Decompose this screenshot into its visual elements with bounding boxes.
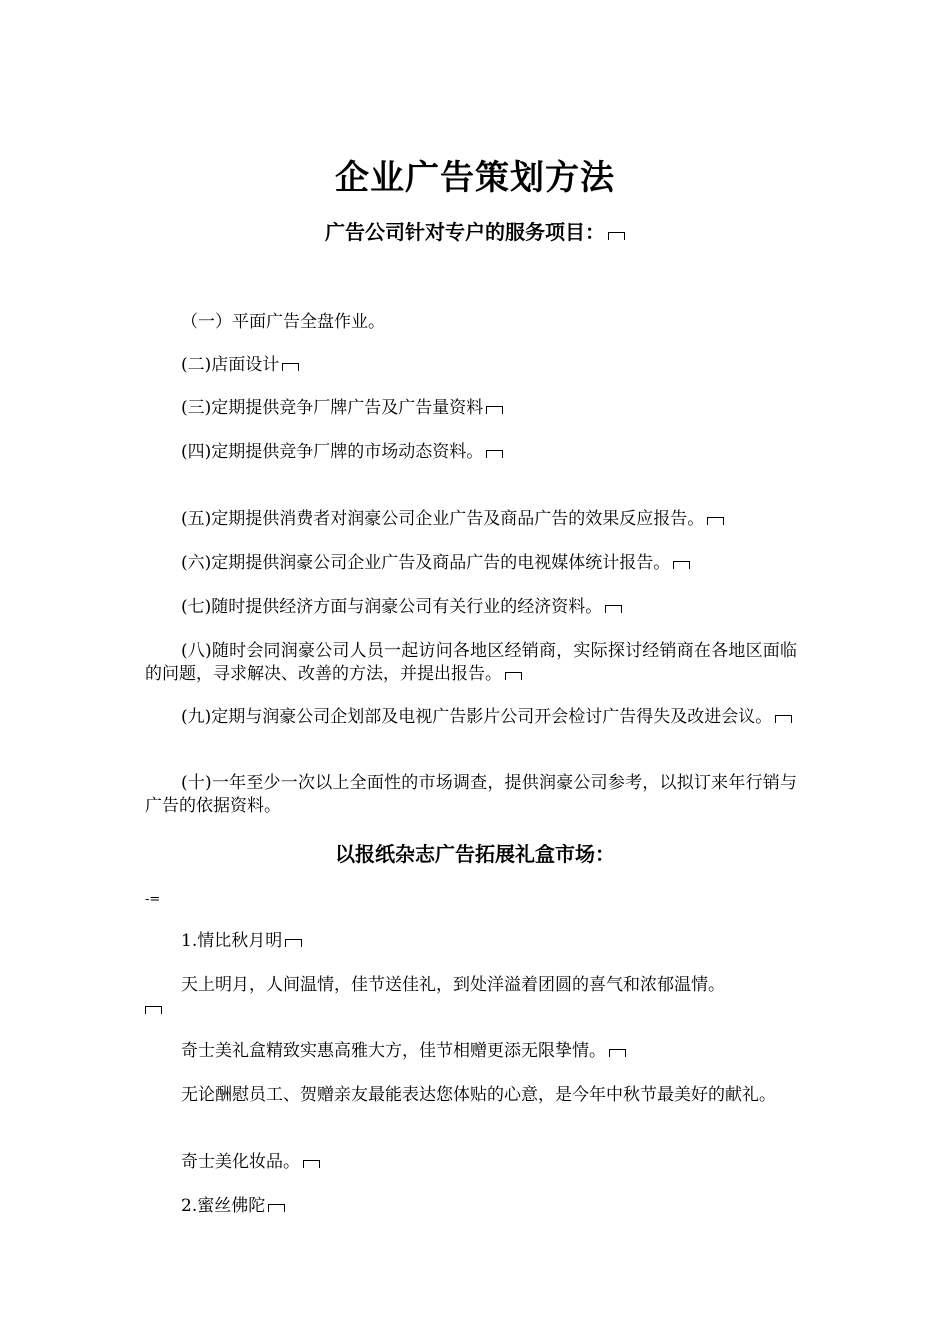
service-item-text: (五)定期提供消费者对润豪公司企业广告及商品广告的效果反应报告。 <box>181 509 705 529</box>
service-item-text: (三)定期提供竞争厂牌广告及广告量资料 <box>181 398 484 418</box>
list-item-4 <box>145 1084 797 1107</box>
service-item-text: (二)店面设计 <box>181 355 280 375</box>
paragraph-mark-icon <box>285 939 302 947</box>
service-item-9 <box>145 706 797 729</box>
list-item-3 <box>145 1040 797 1063</box>
paragraph-mark-icon <box>605 605 622 613</box>
paragraph-mark-icon <box>486 450 503 458</box>
service-item-text: (十)一年至少一次以上全面性的市场调查，提供润豪公司参考，以拟订来年行销与广告的依据资料。 <box>145 773 797 816</box>
paragraph-mark-icon <box>303 1160 320 1168</box>
service-item-6 <box>145 552 797 575</box>
list-item-text: 天上明月，人间温情，佳节送佳礼，到处洋溢着团圆的喜气和浓郁温情。 <box>181 975 725 995</box>
service-item-text: (八)随时会同润豪公司人员一起访问各地区经销商，实际探讨经销商在各地区面临的问题，寻求解决、改善的方法，并提出报告。 <box>145 641 797 684</box>
service-item-text: (九)定期与润豪公司企划部及电视广告影片公司开会检讨广告得失及改进会议。 <box>181 707 773 727</box>
list-item-1 <box>145 930 797 953</box>
paragraph-mark-icon <box>268 1204 285 1212</box>
equal-mark: -= <box>145 892 161 907</box>
list-item-5 <box>145 1151 797 1174</box>
service-item-text: （一）平面广告全盘作业。 <box>181 312 385 332</box>
service-item-text: (七)随时提供经济方面与润豪公司有关行业的经济资料。 <box>181 597 603 617</box>
list-item-text: 1.情比秋月明 <box>181 931 283 951</box>
section-heading-text: 广告公司针对专户的服务项目： <box>325 220 605 244</box>
paragraph-mark-icon <box>282 363 299 371</box>
list-item-text: 奇士美化妆品。 <box>181 1152 300 1172</box>
document-title: 企业广告策划方法 <box>335 158 615 198</box>
list-item-6 <box>145 1195 797 1218</box>
service-item-text: (四)定期提供竞争厂牌的市场动态资料。 <box>181 442 484 462</box>
service-item-4 <box>145 441 797 464</box>
service-item-7 <box>145 596 797 619</box>
paragraph-mark-icon <box>609 1049 626 1057</box>
service-item-text: (六)定期提供润豪公司企业广告及商品广告的电视媒体统计报告。 <box>181 553 671 573</box>
service-item-1 <box>145 311 797 334</box>
section-heading-services <box>0 217 950 247</box>
paragraph-mark-icon <box>775 715 792 723</box>
list-item-text: 2.蜜丝佛陀 <box>181 1196 266 1216</box>
paragraph-mark-icon <box>673 561 690 569</box>
paragraph-mark-icon <box>707 517 724 525</box>
paragraph-mark-icon <box>505 672 522 680</box>
service-item-5 <box>145 508 797 531</box>
service-item-3 <box>145 397 797 420</box>
list-item-2 <box>145 974 797 1020</box>
paragraph-mark-icon <box>608 232 625 240</box>
paragraph-mark-icon <box>145 1006 162 1014</box>
service-item-10 <box>145 772 797 818</box>
service-item-2 <box>145 354 797 377</box>
paragraph-mark-icon <box>486 406 503 414</box>
list-item-text: 奇士美礼盒精致实惠高雅大方，佳节相赠更添无限挚情。 <box>181 1041 606 1061</box>
list-item-text: 无论酬慰员工、贺赠亲友最能表达您体贴的心意，是今年中秋节最美好的献礼。 <box>181 1085 776 1105</box>
section-heading-giftbox: 以报纸杂志广告拓展礼盒市场： <box>335 842 615 866</box>
service-item-8 <box>145 640 797 686</box>
